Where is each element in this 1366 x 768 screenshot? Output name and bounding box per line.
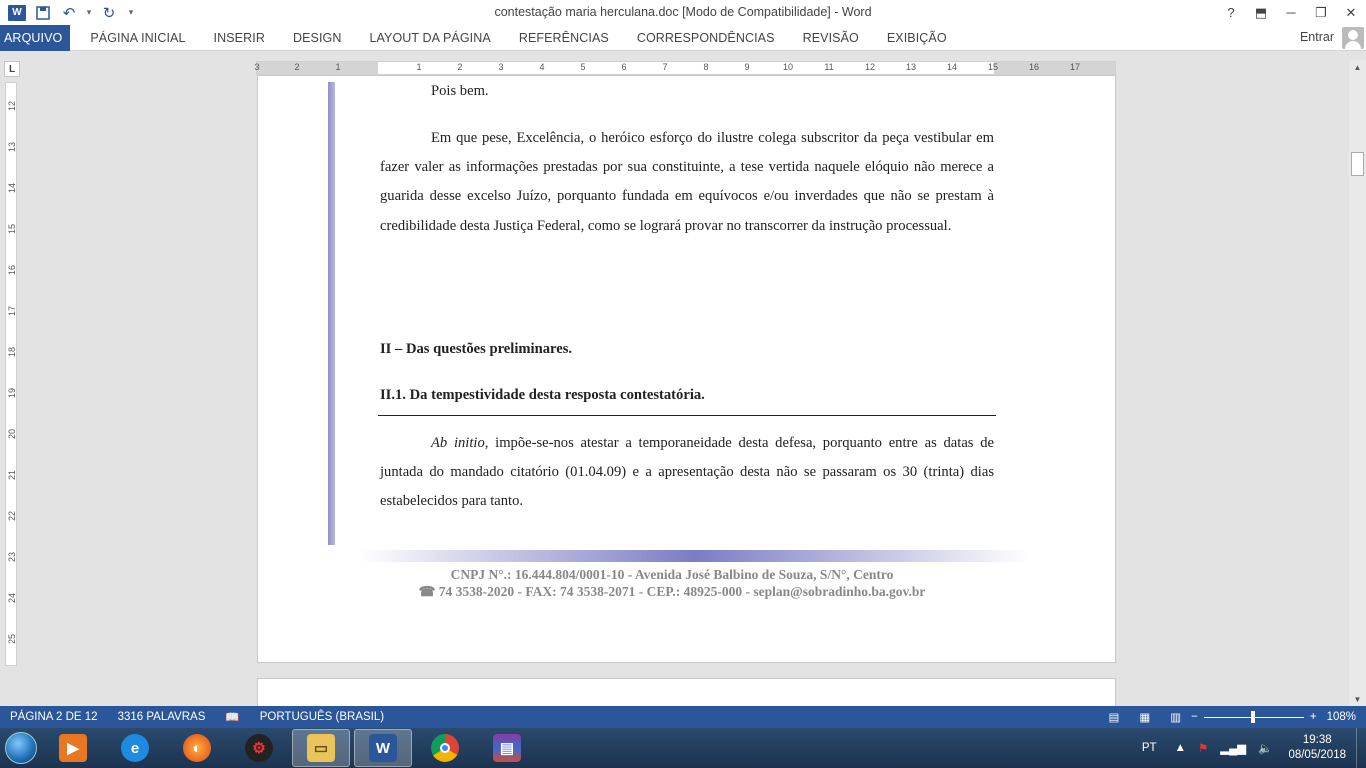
redo-icon[interactable]: ↻ [102,4,116,22]
ruler-label: 16 [7,264,18,276]
ruler-right-margin [994,62,1115,74]
ruler-label: 3 [498,62,504,72]
window-controls [1216,0,1366,25]
subsection-heading[interactable]: II.1. Da tempestividade desta resposta contestatória. [380,387,705,403]
clock[interactable] [1278,733,1356,763]
scroll-thumb[interactable] [1351,152,1364,176]
tab-page-layout[interactable]: LAYOUT DA PÁGINA [369,30,491,45]
undo-dropdown-icon[interactable]: ▾ [86,7,92,17]
zoom-out-icon[interactable]: − [1191,711,1198,723]
tab-file[interactable]: ARQUIVO [0,25,70,51]
tab-insert[interactable]: INSERIR [213,30,265,45]
ruler-label: 6 [621,62,627,72]
zoom-slider[interactable] [1204,717,1304,718]
ruler-label: 2 [457,62,463,72]
tab-selector[interactable]: L [4,61,20,77]
ruler-label: 1 [335,62,341,72]
word-taskbar-icon[interactable]: W [354,729,412,767]
ruler-label: 8 [703,62,709,72]
internet-explorer-icon[interactable]: e [106,729,164,767]
ribbon-display-options-icon[interactable]: ⬒ [1254,4,1268,20]
ruler-label: 2 [294,62,300,72]
word-counter[interactable]: 3316 PALAVRAS [117,711,206,723]
heading-underline [378,415,996,416]
proofing-icon[interactable]: 📖 [225,712,240,724]
input-language[interactable]: PT [1141,742,1157,754]
clock-date: 08/05/2018 [1288,749,1346,761]
show-hidden-icons-icon[interactable]: ▲ [1174,742,1186,754]
status-right [1099,706,1366,728]
status-bar [0,706,1366,728]
ruler-label: 14 [7,182,18,194]
print-layout-icon[interactable]: ▦ [1139,712,1151,724]
read-mode-icon[interactable]: ▤ [1108,712,1120,724]
ruler-label: 1 [416,62,422,72]
ruler-label: 12 [7,100,18,112]
ruler-label: 15 [7,223,18,235]
restore-icon[interactable]: ❐ [1315,4,1327,20]
footer-gradient-band [360,550,1030,562]
customize-qat-icon[interactable]: ▾ [128,7,134,17]
tab-review[interactable]: REVISÃO [802,30,859,45]
quick-access-toolbar [0,0,138,25]
tab-view[interactable]: EXIBIÇÃO [886,30,947,45]
file-explorer-icon[interactable]: ▭ [292,729,350,767]
ruler-label: 4 [539,62,545,72]
close-icon[interactable]: ✕ [1345,4,1357,20]
ruler-label: 20 [7,428,18,440]
paragraph-pois-bem[interactable]: Pois bem. [431,83,489,99]
vertical-ruler[interactable] [5,82,17,666]
undo-icon[interactable]: ↶ [62,4,76,22]
paragraph-ab-initio[interactable] [380,429,994,517]
help-icon[interactable]: ? [1227,5,1235,20]
page-counter[interactable]: PÁGINA 2 DE 12 [10,711,98,723]
ruler-label: 24 [7,592,18,604]
page-side-decoration [328,82,335,545]
ruler-label: 13 [7,141,18,153]
clock-time: 19:38 [1302,734,1332,746]
minimize-icon[interactable]: ─ [1286,5,1296,20]
web-layout-icon[interactable]: ▥ [1170,712,1182,724]
horizontal-ruler[interactable] [256,61,1116,75]
user-avatar-icon[interactable] [1342,27,1364,49]
sign-in-link[interactable]: Entrar [1299,30,1334,44]
ruler-label: 21 [7,469,18,481]
paragraph-body[interactable]: Em que pese, Excelência, o heróico esforço do ilustre colega subscritor da peça vestibular em fazer valer as informações prestadas por sua constituinte, a tese vertida naquele elóquio não merece a guarida desse excelso Juízo, porquanto fundada em equívocos e/ou inverdades que não se prestam à credibilidade desta Justiça Federal, como se logrará provar no transcorrer da instrução processual. [380,130,994,234]
show-desktop-button[interactable] [1356,728,1366,768]
ruler-label: 3 [254,62,260,72]
ruler-label: 11 [824,62,834,72]
ruler-label: 23 [7,551,18,563]
ruler-label: 5 [580,62,586,72]
language-indicator[interactable]: PORTUGUÊS (BRASIL) [259,711,385,723]
windows-logo-icon [5,732,37,764]
ruler-label: 13 [905,62,917,72]
zoom-in-icon[interactable]: + [1309,711,1317,723]
zoom-slider-handle[interactable] [1251,711,1255,723]
windows-taskbar [0,728,1366,768]
ruler-label: 17 [1069,62,1081,72]
action-center-icon[interactable]: ⚑ [1197,743,1209,755]
ruler-label: 12 [864,62,876,72]
start-button[interactable] [0,728,42,768]
winrar-icon[interactable]: ▤ [478,729,536,767]
ruler-label: 22 [7,510,18,522]
paragraph-text: , impõe-se-nos atestar a temporaneidade desta defesa, porquanto entre as datas de juntada do mandado citatório (01.04.09) e a apresentação desta não se passaram os 30 (trinta) dias estabelecidos para tanto. [380,435,994,510]
ruler-label: 16 [1028,62,1040,72]
ruler-label: 14 [946,62,958,72]
footer-contacts: ☎ 74 3538-2020 - FAX: 74 3538-2071 - CEP.: 48925-000 - seplan@sobradinho.ba.gov.br [418,584,926,599]
ruler-label: 10 [782,62,794,72]
italic-phrase: Ab initio [431,435,485,451]
ruler-label: 19 [7,387,18,399]
network-icon[interactable]: ▂▄▆ [1220,743,1247,755]
scroll-up-icon[interactable]: ▲ [1353,62,1362,72]
ruler-label: 7 [662,62,668,72]
tab-home[interactable]: PÁGINA INICIAL [90,30,186,45]
scroll-down-icon[interactable]: ▼ [1353,694,1362,704]
save-icon[interactable] [32,3,54,23]
tab-references[interactable]: REFERÊNCIAS [518,30,609,45]
title-bar [0,0,1366,25]
chrome-icon[interactable] [416,729,474,767]
ruler-label: 17 [7,305,18,317]
app-red-icon[interactable]: ⚙ [230,729,288,767]
system-tray [1130,728,1366,768]
word-app-icon[interactable]: W [6,3,28,23]
vertical-scrollbar[interactable] [1349,60,1366,706]
volume-icon[interactable]: 🔈 [1258,743,1273,755]
ruler-label: 18 [7,346,18,358]
media-player-icon[interactable]: ▶ [44,729,102,767]
ruler-left-margin [257,62,378,74]
section-heading[interactable]: II – Das questões preliminares. [380,341,573,357]
tab-mailings[interactable]: CORRESPONDÊNCIAS [636,30,775,45]
tab-design[interactable]: DESIGN [292,30,342,45]
zoom-level[interactable]: 108% [1326,711,1356,723]
ruler-label: 15 [987,62,999,72]
ruler-label: 9 [744,62,750,72]
window-title: contestação maria herculana.doc [Modo de Compatibilidade] - Word [494,5,872,19]
ribbon-tabs [0,25,1366,51]
firefox-icon[interactable]: ◐ [168,729,226,767]
ruler-label: 25 [7,633,18,645]
footer-address: CNPJ N°.: 16.444.804/0001-10 - Avenida José Balbino de Souza, S/N°, Centro [450,567,894,582]
